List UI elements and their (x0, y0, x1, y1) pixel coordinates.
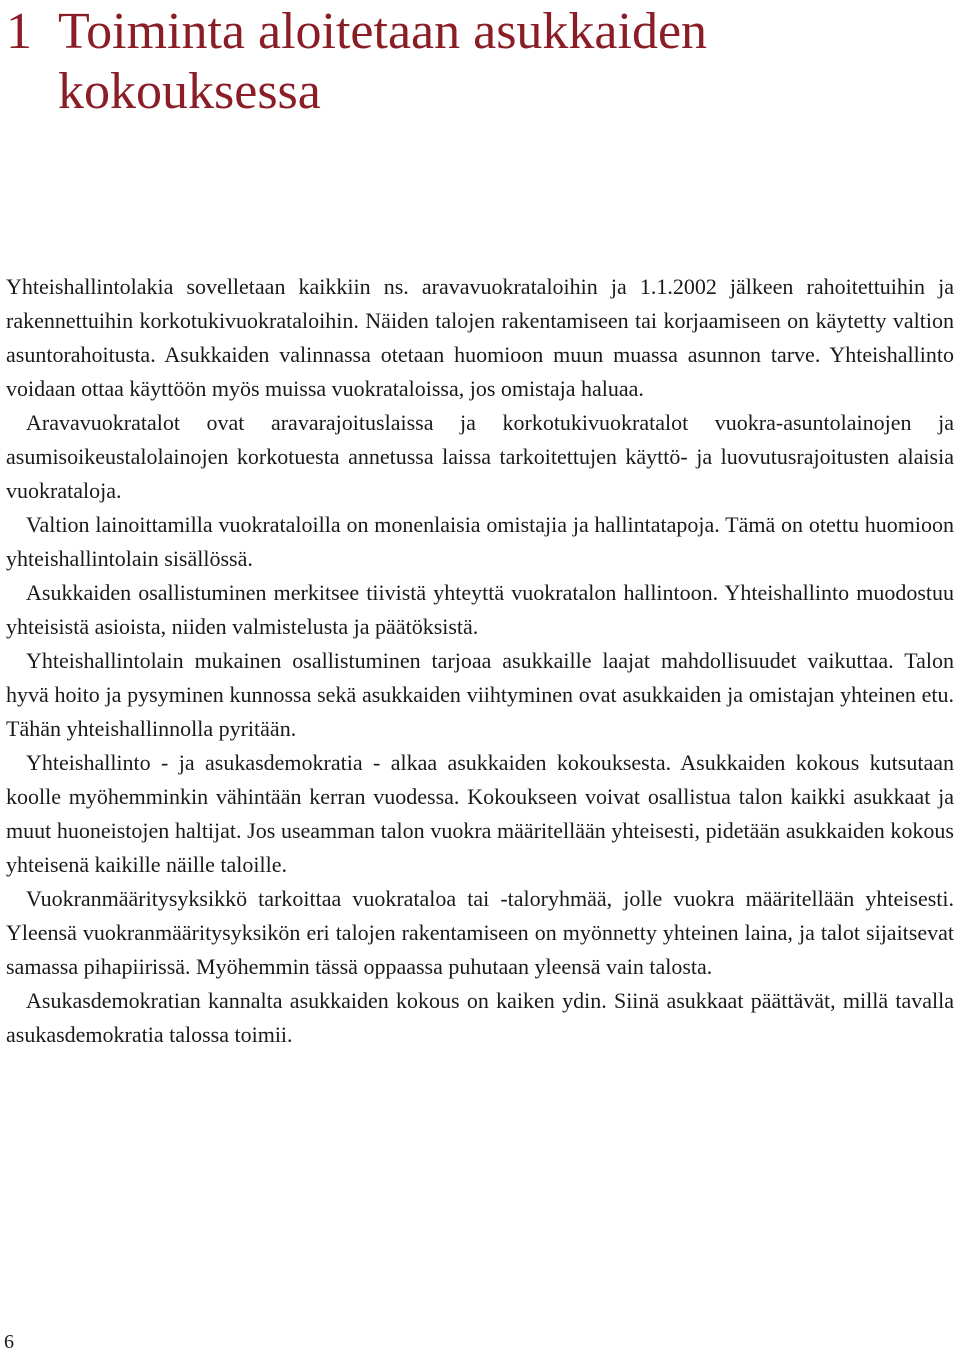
chapter-number: 1 (6, 3, 32, 60)
paragraph: Valtion lainoittamilla vuokrataloilla on monenlaisia omistajia ja hallintatapoja. Tämä on otettu huomioon yhteishallintolain sisällössä. (6, 512, 954, 571)
paragraph: Aravavuokratalot ovat aravarajoituslaissa ja korkotukivuokratalot vuokra-asuntolainojen ja asumisoikeustalolainojen korkotuesta annetussa laissa tarkoitettujen käyttö- ja luovutusrajoitusten alaisia vuokrataloja. (6, 410, 954, 503)
paragraph: Vuokranmääritysyksikkö tarkoittaa vuokrataloa tai -taloryhmää, jolle vuokra määritellään yhteisesti. Yleensä vuokranmääritysyksikön eri talojen rakentamiseen on myönnetty yhteinen laina, ja talot sijaitsevat samassa pihapiirissä. Myöhemmin tässä oppaassa puhutaan yleensä vain talosta. (6, 886, 954, 979)
chapter-title: Toiminta aloitetaan asukkaiden kokouksessa (58, 3, 708, 120)
body-text (6, 270, 954, 1052)
chapter-heading (6, 2, 946, 122)
paragraph: Yhteishallintolakia sovelletaan kaikkiin ns. aravavuokrataloihin ja 1.1.2002 jälkeen rahoitettuihin ja rakennettuihin korkotukivuokrataloihin. Näiden talojen rakentamiseen tai korjaamiseen on käytetty valtion asuntorahoitusta. Asukkaiden valinnassa otetaan huomioon muun muassa asunnon tarve. Yhteishallinto voidaan ottaa käyttöön myös muissa vuokrataloissa, jos omistaja haluaa. (6, 274, 954, 401)
paragraph: Asukasdemokratian kannalta asukkaiden kokous on kaiken ydin. Siinä asukkaat päättävät, millä tavalla asukasdemokratia talossa toimii. (6, 988, 954, 1047)
paragraph: Yhteishallinto - ja asukasdemokratia - alkaa asukkaiden kokouksesta. Asukkaiden kokous kutsutaan koolle myöhemminkin vähintään kerran vuodessa. Kokoukseen voivat osallistua talon kaikki asukkaat ja muut huoneistojen haltijat. Jos useamman talon vuokra määritellään yhteisesti, pidetään asukkaiden kokous yhteisenä kaikille näille taloille. (6, 750, 954, 877)
page-number: 6 (4, 1331, 14, 1353)
paragraph: Yhteishallintolain mukainen osallistuminen tarjoaa asukkaille laajat mahdollisuudet vaikuttaa. Talon hyvä hoito ja pysyminen kunnossa sekä asukkaiden viihtyminen ovat asukkaiden ja omistajan yhteinen etu. Tähän yhteishallinnolla pyritään. (6, 648, 954, 741)
paragraph: Asukkaiden osallistuminen merkitsee tiivistä yhteyttä vuokratalon hallintoon. Yhteishallinto muodostuu yhteisistä asioista, niiden valmistelusta ja päätöksistä. (6, 580, 954, 639)
